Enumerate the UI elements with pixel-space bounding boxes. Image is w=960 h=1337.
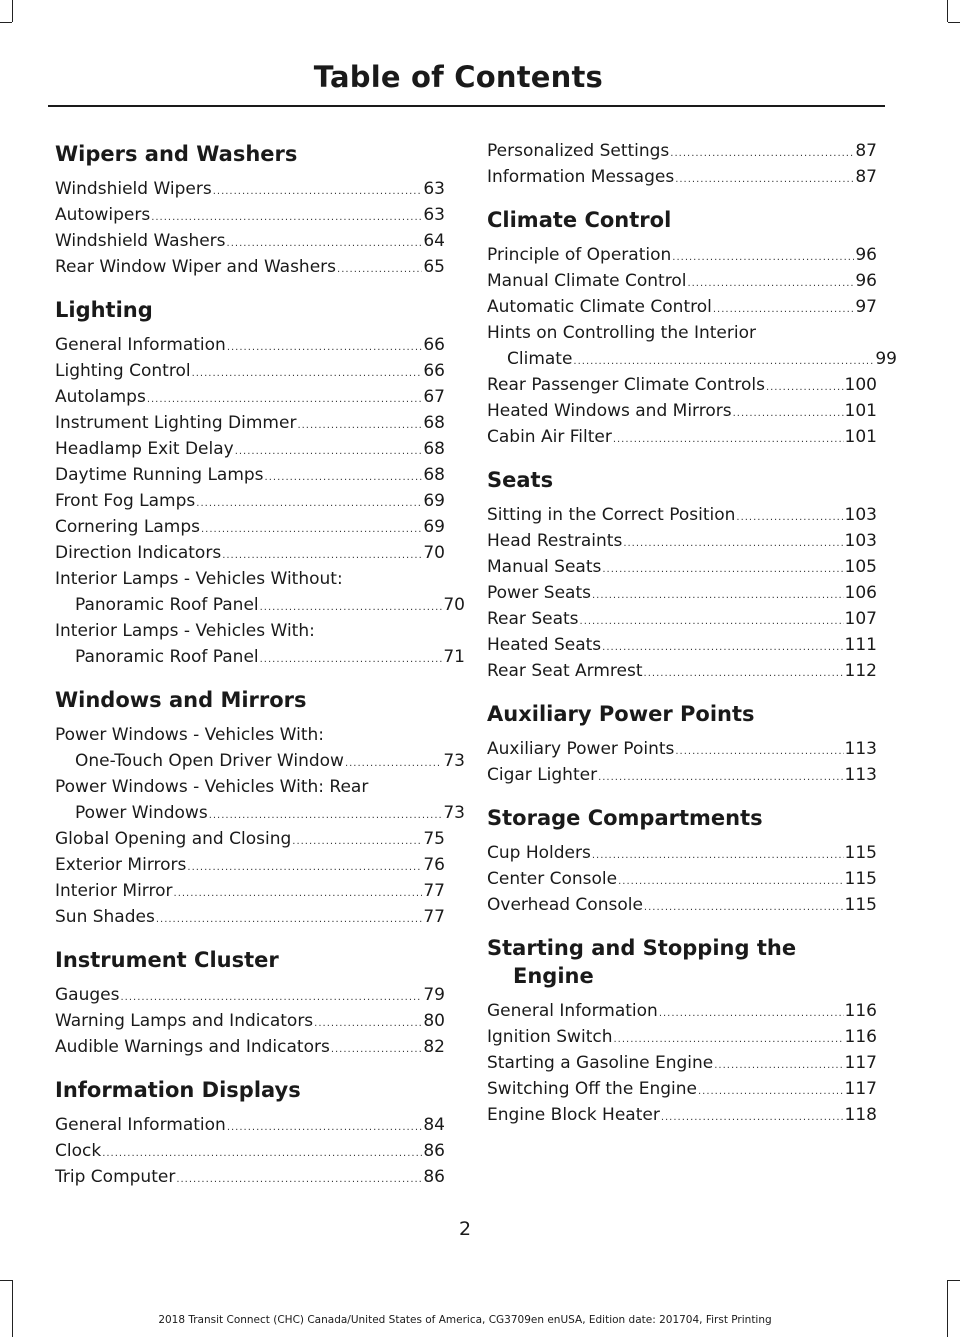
dot-leader — [623, 534, 843, 554]
section-heading-text: Storage Compartments — [487, 806, 763, 830]
toc-entry-page: 73 — [443, 803, 465, 823]
toc-entry-label: Autolamps — [55, 387, 146, 407]
toc-entry-continuation — [55, 644, 465, 670]
dot-leader — [714, 1056, 843, 1076]
toc-entry[interactable] — [487, 294, 877, 320]
toc-entry-page: 117 — [844, 1053, 877, 1073]
dot-leader — [661, 1108, 844, 1128]
dot-leader — [102, 1144, 422, 1164]
dot-leader — [222, 546, 422, 566]
toc-entry-page: 101 — [844, 427, 877, 447]
header-divider — [48, 105, 885, 107]
toc-entry[interactable] — [487, 242, 877, 268]
toc-entry-label: Rear Seat Armrest — [487, 661, 643, 681]
dot-leader — [209, 806, 443, 826]
dot-leader — [260, 650, 443, 670]
toc-entry[interactable] — [55, 774, 465, 826]
toc-entry[interactable] — [487, 424, 877, 450]
toc-entry[interactable] — [55, 254, 445, 280]
dot-leader — [698, 1082, 844, 1102]
toc-entry-page: 68 — [423, 413, 445, 433]
toc-entry[interactable] — [55, 1008, 445, 1034]
dot-leader — [337, 260, 422, 280]
toc-entry[interactable] — [487, 1076, 877, 1102]
toc-entry-label: Cigar Lighter — [487, 765, 598, 785]
toc-continued-entries — [487, 138, 877, 190]
section-heading-text: Wipers and Washers — [55, 142, 298, 166]
toc-section — [487, 934, 877, 1128]
page-title: Table of Contents — [313, 60, 603, 94]
dot-leader — [201, 520, 422, 540]
toc-entry-page: 68 — [423, 465, 445, 485]
dot-leader — [602, 560, 843, 580]
dot-leader — [156, 910, 423, 930]
toc-entry-label: Heated Windows and Mirrors — [487, 401, 732, 421]
toc-entry-page: 105 — [844, 557, 877, 577]
toc-section — [55, 1076, 445, 1190]
toc-entry-label: Hints on Controlling the Interior — [487, 323, 756, 343]
toc-entry-label: Information Messages — [487, 167, 675, 187]
toc-entry[interactable] — [487, 1050, 877, 1076]
toc-entry-page: 69 — [423, 491, 445, 511]
toc-entry[interactable] — [55, 1112, 445, 1138]
toc-entry[interactable] — [487, 320, 897, 372]
dot-leader — [213, 182, 423, 202]
dot-leader — [345, 754, 442, 774]
section-heading-text: Information Displays — [55, 1078, 301, 1102]
dot-leader — [314, 1014, 422, 1034]
toc-entry-label: Interior Lamps - Vehicles With: — [55, 621, 315, 641]
dot-leader — [672, 248, 854, 268]
section-heading-text: Instrument Cluster — [55, 948, 279, 972]
section-heading-text: Auxiliary Power Points — [487, 702, 755, 726]
toc-entry[interactable] — [55, 332, 445, 358]
toc-entry-page: 68 — [423, 439, 445, 459]
toc-entry-label: Warning Lamps and Indicators — [55, 1011, 314, 1031]
toc-entry-label: Cornering Lamps — [55, 517, 200, 537]
toc-entry-label: Heated Seats — [487, 635, 602, 655]
toc-entry-label: Cabin Air Filter — [487, 427, 612, 447]
toc-entry[interactable] — [487, 164, 877, 190]
toc-entry-page: 116 — [844, 1027, 877, 1047]
toc-entry-page: 86 — [423, 1167, 445, 1187]
toc-entry-page: 86 — [423, 1141, 445, 1161]
toc-section — [55, 140, 445, 280]
toc-entry[interactable] — [487, 840, 877, 866]
toc-section — [55, 296, 465, 670]
toc-entry-label: Personalized Settings — [487, 141, 670, 161]
dot-leader — [147, 390, 423, 410]
toc-entry-label: Direction Indicators — [55, 543, 222, 563]
section-heading[interactable] — [487, 804, 877, 832]
toc-entry-label: Head Restraints — [487, 531, 623, 551]
toc-entry-label: Headlamp Exit Delay — [55, 439, 234, 459]
toc-entry-page: 117 — [844, 1079, 877, 1099]
toc-entry-continuation — [55, 748, 465, 774]
toc-entry-page: 71 — [443, 647, 465, 667]
toc-entry-page: 100 — [844, 375, 877, 395]
crop-mark — [12, 0, 13, 22]
toc-entry[interactable] — [55, 488, 445, 514]
toc-entry[interactable] — [487, 1102, 877, 1128]
toc-entry-label: Center Console — [487, 869, 618, 889]
toc-entry[interactable] — [55, 540, 445, 566]
toc-entry[interactable] — [487, 998, 877, 1024]
toc-entry-page: 115 — [844, 843, 877, 863]
toc-entry-label: Overhead Console — [487, 895, 643, 915]
toc-entry-label: Daytime Running Lamps — [55, 465, 264, 485]
toc-entry-page: 111 — [844, 635, 877, 655]
dot-leader — [659, 1004, 844, 1024]
toc-entry-page: 101 — [844, 401, 877, 421]
toc-entry-page: 112 — [844, 661, 877, 681]
section-heading[interactable] — [487, 700, 877, 728]
toc-entry-label: Lighting Control — [55, 361, 191, 381]
toc-entry-label: Starting a Gasoline Engine — [487, 1053, 714, 1073]
toc-entry[interactable] — [55, 358, 445, 384]
toc-entry[interactable] — [55, 1138, 445, 1164]
toc-section — [55, 686, 465, 930]
toc-entry-page: 73 — [443, 751, 465, 771]
section-heading-text: Starting and Stopping the — [487, 936, 797, 960]
toc-entry-label: Global Opening and Closing — [55, 829, 292, 849]
dot-leader — [174, 884, 423, 904]
section-heading[interactable] — [55, 1076, 445, 1104]
dot-leader — [613, 1030, 843, 1050]
dot-leader — [644, 898, 844, 918]
dot-leader — [675, 170, 854, 190]
section-heading[interactable] — [487, 934, 877, 990]
toc-entry-page: 66 — [423, 335, 445, 355]
toc-entry-page: 75 — [423, 829, 445, 849]
dot-leader — [331, 1040, 423, 1060]
toc-entry-page: 80 — [423, 1011, 445, 1031]
toc-entry[interactable] — [55, 982, 445, 1008]
toc-entry[interactable] — [55, 202, 445, 228]
toc-entry[interactable] — [487, 268, 877, 294]
toc-entry-label: General Information — [487, 1001, 658, 1021]
toc-entry-label: Power Seats — [487, 583, 591, 603]
dot-leader — [176, 1170, 422, 1190]
dot-leader — [580, 612, 844, 632]
toc-entry-label-continued: Climate — [507, 349, 573, 369]
dot-leader — [227, 338, 423, 358]
dot-leader — [151, 208, 422, 228]
dot-leader — [192, 364, 423, 384]
toc-entry-label: Windshield Washers — [55, 231, 226, 251]
toc-entry[interactable] — [55, 1164, 445, 1190]
section-heading-text: Seats — [487, 468, 554, 492]
toc-entry-page: 118 — [844, 1105, 877, 1125]
toc-entry[interactable] — [487, 892, 877, 918]
toc-entry-page: 63 — [423, 205, 445, 225]
crop-mark — [947, 1280, 948, 1337]
toc-entry[interactable] — [55, 826, 445, 852]
toc-entry[interactable] — [55, 722, 465, 774]
dot-leader — [235, 442, 423, 462]
dot-leader — [592, 586, 844, 606]
toc-entry-continuation — [487, 346, 897, 372]
dot-leader — [592, 846, 844, 866]
toc-entry[interactable] — [55, 228, 445, 254]
toc-entry-page: 67 — [423, 387, 445, 407]
toc-entry-page: 77 — [423, 881, 445, 901]
footer-edition-info: 2018 Transit Connect (CHC) Canada/United States of America, CG3709en enUSA, Edition date: 201704, First Printing — [158, 1314, 772, 1326]
toc-entry[interactable] — [55, 514, 445, 540]
toc-entry[interactable] — [487, 372, 877, 398]
toc-entry-label: Sitting in the Correct Position — [487, 505, 736, 525]
toc-entry-label-continued: Panoramic Roof Panel — [75, 595, 259, 615]
crop-mark — [948, 22, 960, 23]
toc-entry-label: Cup Holders — [487, 843, 591, 863]
toc-entry-label-continued: Panoramic Roof Panel — [75, 647, 259, 667]
toc-entry-page: 76 — [423, 855, 445, 875]
toc-entry-page: 70 — [443, 595, 465, 615]
toc-entry-continuation — [55, 592, 465, 618]
toc-entry-page: 113 — [844, 739, 877, 759]
toc-section — [487, 700, 877, 788]
section-heading[interactable] — [55, 686, 445, 714]
toc-entry[interactable] — [487, 502, 877, 528]
toc-entry-label: Automatic Climate Control — [487, 297, 712, 317]
toc-entry[interactable] — [487, 398, 877, 424]
toc-entry-page: 113 — [844, 765, 877, 785]
toc-entry[interactable] — [487, 138, 877, 164]
toc-entry[interactable] — [487, 736, 877, 762]
crop-mark — [948, 1280, 960, 1281]
toc-entry-label: Switching Off the Engine — [487, 1079, 697, 1099]
toc-entry-page: 99 — [875, 349, 897, 369]
page-number: 2 — [458, 1218, 472, 1240]
toc-entry-label: Engine Block Heater — [487, 1105, 660, 1125]
toc-entry[interactable] — [55, 566, 465, 618]
toc-entry-label: Front Fog Lamps — [55, 491, 196, 511]
toc-entry-page: 77 — [423, 907, 445, 927]
toc-entry[interactable] — [487, 632, 877, 658]
toc-entry-label: Power Windows - Vehicles With: Rear — [55, 777, 369, 797]
toc-entry[interactable] — [55, 176, 445, 202]
toc-entry-label-continued: One-Touch Open Driver Window — [75, 751, 344, 771]
toc-entry-page: 107 — [844, 609, 877, 629]
dot-leader — [675, 742, 843, 762]
toc-entry-page: 69 — [423, 517, 445, 537]
dot-leader — [602, 638, 843, 658]
toc-entry-label: Auxiliary Power Points — [487, 739, 675, 759]
toc-section — [487, 206, 897, 450]
toc-entry-label: Power Windows - Vehicles With: — [55, 725, 325, 745]
dot-leader — [227, 1118, 423, 1138]
toc-entry-page: 65 — [423, 257, 445, 277]
toc-entry-label: Ignition Switch — [487, 1027, 613, 1047]
dot-leader — [613, 430, 844, 450]
toc-section — [487, 466, 877, 684]
dot-leader — [260, 598, 443, 618]
toc-entry-label: Rear Seats — [487, 609, 579, 629]
toc-entry[interactable] — [55, 436, 445, 462]
section-heading[interactable] — [487, 206, 877, 234]
toc-right-column — [487, 138, 897, 1128]
toc-entry[interactable] — [487, 580, 877, 606]
toc-entry-label: General Information — [55, 1115, 226, 1135]
toc-entry-label: Instrument Lighting Dimmer — [55, 413, 297, 433]
toc-entry-label: Rear Passenger Climate Controls — [487, 375, 765, 395]
dot-leader — [644, 664, 844, 684]
dot-leader — [736, 508, 843, 528]
toc-entry[interactable] — [55, 1034, 445, 1060]
toc-entry-label: Interior Mirror — [55, 881, 173, 901]
dot-leader — [573, 352, 874, 372]
toc-entry[interactable] — [487, 606, 877, 632]
toc-entry-label: Gauges — [55, 985, 120, 1005]
toc-entry-page: 70 — [423, 543, 445, 563]
toc-entry-continuation — [55, 800, 465, 826]
toc-entry-page: 97 — [855, 297, 877, 317]
toc-entry-page: 103 — [844, 505, 877, 525]
toc-entry-label: Manual Climate Control — [487, 271, 687, 291]
toc-entry[interactable] — [55, 618, 465, 670]
toc-entry-label-continued: Power Windows — [75, 803, 208, 823]
toc-entry[interactable] — [55, 878, 445, 904]
section-heading[interactable] — [55, 296, 445, 324]
toc-entry[interactable] — [55, 852, 445, 878]
toc-entry-page: 106 — [844, 583, 877, 603]
dot-leader — [120, 988, 422, 1008]
toc-entry-page: 64 — [423, 231, 445, 251]
dot-leader — [598, 768, 843, 788]
toc-entry-page: 87 — [855, 167, 877, 187]
toc-entry-label: General Information — [55, 335, 226, 355]
toc-entry-label: Trip Computer — [55, 1167, 176, 1187]
toc-entry-page: 103 — [844, 531, 877, 551]
toc-section — [487, 804, 877, 918]
dot-leader — [187, 858, 422, 878]
toc-entry[interactable] — [55, 462, 445, 488]
section-heading-text-continued: Engine — [513, 964, 594, 988]
toc-entry[interactable] — [55, 904, 445, 930]
dot-leader — [687, 274, 854, 294]
toc-entry-page: 63 — [423, 179, 445, 199]
toc-entry-label: Exterior Mirrors — [55, 855, 187, 875]
toc-entry-label: Clock — [55, 1141, 102, 1161]
toc-entry[interactable] — [487, 554, 877, 580]
dot-leader — [265, 468, 423, 488]
toc-entry-page: 96 — [855, 245, 877, 265]
toc-entry-page: 87 — [855, 141, 877, 161]
toc-entry-label: Rear Window Wiper and Washers — [55, 257, 337, 277]
crop-mark — [0, 22, 12, 23]
section-heading-text: Climate Control — [487, 208, 672, 232]
toc-entry[interactable] — [487, 866, 877, 892]
toc-entry-label: Sun Shades — [55, 907, 155, 927]
crop-mark — [12, 1280, 13, 1337]
section-heading[interactable] — [487, 466, 877, 494]
toc-entry-page: 116 — [844, 1001, 877, 1021]
toc-entry[interactable] — [55, 384, 445, 410]
toc-entry-page: 79 — [423, 985, 445, 1005]
toc-section — [55, 946, 445, 1060]
dot-leader — [292, 832, 422, 852]
section-heading-text: Windows and Mirrors — [55, 688, 307, 712]
toc-entry[interactable] — [487, 1024, 877, 1050]
section-heading-text: Lighting — [55, 298, 153, 322]
toc-entry-label: Audible Warnings and Indicators — [55, 1037, 330, 1057]
toc-entry-page: 84 — [423, 1115, 445, 1135]
dot-leader — [618, 872, 843, 892]
toc-entry[interactable] — [487, 658, 877, 684]
toc-entry-page: 66 — [423, 361, 445, 381]
dot-leader — [713, 300, 854, 320]
toc-left-column — [55, 140, 465, 1190]
toc-entry-page: 82 — [423, 1037, 445, 1057]
toc-entry-label: Principle of Operation — [487, 245, 672, 265]
toc-entry-label: Interior Lamps - Vehicles Without: — [55, 569, 343, 589]
dot-leader — [297, 416, 422, 436]
toc-entry-page: 96 — [855, 271, 877, 291]
dot-leader — [733, 404, 844, 424]
crop-mark — [0, 1280, 12, 1281]
toc-entry-page: 115 — [844, 869, 877, 889]
dot-leader — [766, 378, 844, 398]
crop-mark — [947, 0, 948, 22]
toc-entry-label: Windshield Wipers — [55, 179, 212, 199]
dot-leader — [196, 494, 422, 514]
toc-entry-label: Autowipers — [55, 205, 151, 225]
dot-leader — [670, 144, 854, 164]
dot-leader — [227, 234, 423, 254]
section-heading[interactable] — [55, 140, 445, 168]
toc-entry[interactable] — [55, 410, 445, 436]
section-heading[interactable] — [55, 946, 445, 974]
toc-entry[interactable] — [487, 762, 877, 788]
toc-entry-label: Manual Seats — [487, 557, 602, 577]
toc-entry[interactable] — [487, 528, 877, 554]
toc-entry-page: 115 — [844, 895, 877, 915]
